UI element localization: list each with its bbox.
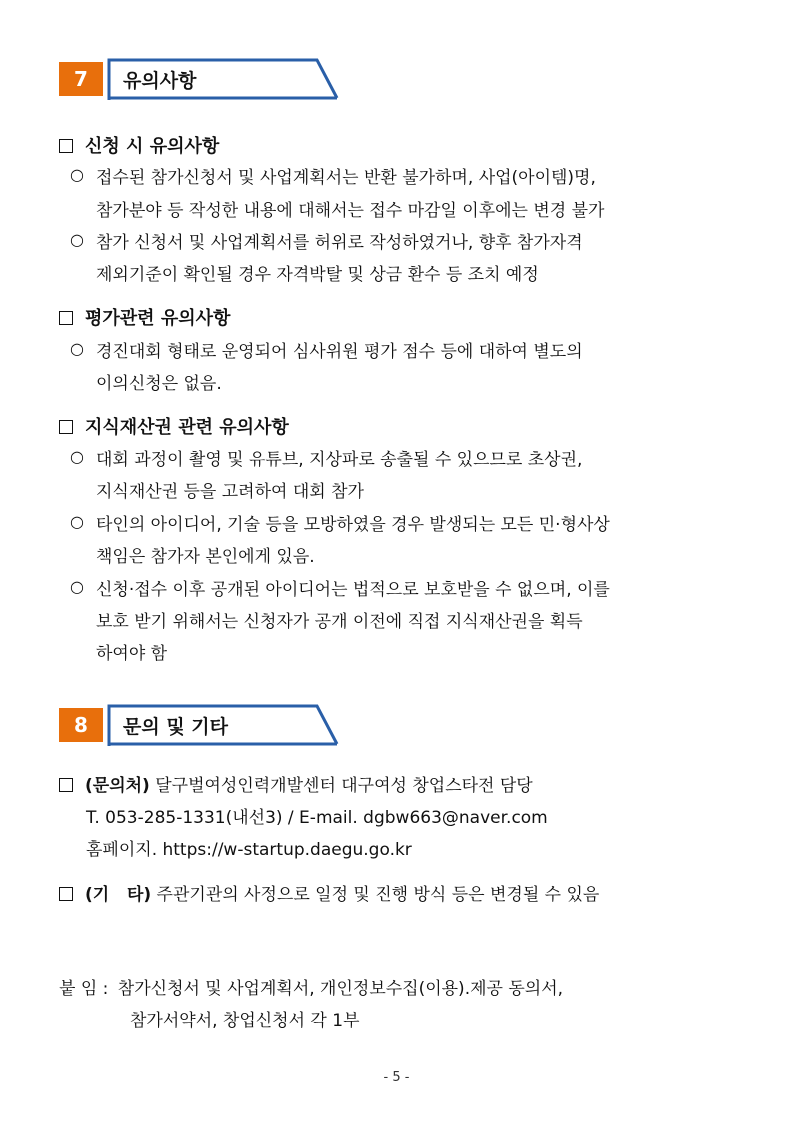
attachment-text-1: 참가신청서 및 사업계획서, 개인정보수집(이용).제공 동의서, xyxy=(117,979,564,999)
bullet-line: 제외기준이 확인될 경우 자격박탈 및 상금 환수 등 조치 예정 xyxy=(96,265,539,285)
group-heading-ip: 지식재산권 관련 유의사항 xyxy=(59,413,289,439)
page-number: - 5 - xyxy=(383,1070,410,1085)
bullet-line: 신청·접수 이후 공개된 아이디어는 법적으로 보호받을 수 없으며, 이를 xyxy=(96,580,610,600)
contact-label: (문의처) xyxy=(85,776,150,796)
bullet-line: 지식재산권 등을 고려하여 대회 참가 xyxy=(96,482,364,502)
attachment-label: 붙 임 : xyxy=(59,979,109,999)
etc-label: (기 타) xyxy=(85,885,152,905)
attachment-line-1 xyxy=(59,974,563,999)
section-7-number: 7 xyxy=(59,62,103,96)
circle-bullet-icon: ○ xyxy=(70,230,84,249)
circle-bullet-icon: ○ xyxy=(70,577,84,596)
bullet-line: 타인의 아이디어, 기술 등을 모방하였을 경우 발생되는 모든 민·형사상 xyxy=(96,515,610,535)
bullet-line: 참가분야 등 작성한 내용에 대해서는 접수 마감일 이후에는 변경 불가 xyxy=(96,201,605,221)
circle-bullet-icon: ○ xyxy=(70,165,84,184)
bullet-line: 책임은 참가자 본인에게 있음. xyxy=(96,547,315,567)
circle-bullet-icon: ○ xyxy=(70,339,84,358)
checkbox-square-icon xyxy=(59,420,73,434)
checkbox-square-icon xyxy=(59,887,73,901)
circle-bullet-icon: ○ xyxy=(70,512,84,531)
bullet-line: 대회 과정이 촬영 및 유튜브, 지상파로 송출될 수 있으므로 초상권, xyxy=(96,450,583,470)
section-7-title: 유의사항 xyxy=(123,70,197,92)
circle-bullet-icon: ○ xyxy=(70,447,84,466)
bullet-line: 참가 신청서 및 사업계획서를 허위로 작성하였거나, 향후 참가자격 xyxy=(96,233,583,253)
contact-phone-email: T. 053-285-1331(내선3) / E-mail. dgbw663@naver.com xyxy=(86,808,548,828)
checkbox-square-icon xyxy=(59,311,73,325)
group-heading-application: 신청 시 유의사항 xyxy=(59,132,219,158)
section-7-header xyxy=(59,58,339,100)
bullet-line: 보호 받기 위해서는 신청자가 공개 이전에 직접 지식재산권을 획득 xyxy=(96,612,583,632)
contact-text: 달구벌여성인력개발센터 대구여성 창업스타전 담당 xyxy=(155,776,533,796)
bullet-line: 접수된 참가신청서 및 사업계획서는 반환 불가하며, 사업(아이템)명, xyxy=(96,168,596,188)
checkbox-square-icon xyxy=(59,139,73,153)
section-8-number: 8 xyxy=(59,708,103,742)
contact-homepage: 홈페이지. https://w-startup.daegu.go.kr xyxy=(86,840,412,860)
bullet-line: 이의신청은 없음. xyxy=(96,374,222,394)
section-8-title: 문의 및 기타 xyxy=(123,716,228,738)
group-heading-evaluation: 평가관련 유의사항 xyxy=(59,304,230,330)
attachment-line-2: 참가서약서, 창업신청서 각 1부 xyxy=(130,1011,360,1031)
contact-line xyxy=(59,771,533,796)
bullet-line: 하여야 함 xyxy=(96,644,168,664)
checkbox-square-icon xyxy=(59,778,73,792)
bullet-line: 경진대회 형태로 운영되어 심사위원 평가 점수 등에 대하여 별도의 xyxy=(96,342,583,362)
etc-text: 주관기관의 사정으로 일정 및 진행 방식 등은 변경될 수 있음 xyxy=(156,885,600,905)
section-8-header xyxy=(59,704,339,746)
etc-line xyxy=(59,880,599,905)
